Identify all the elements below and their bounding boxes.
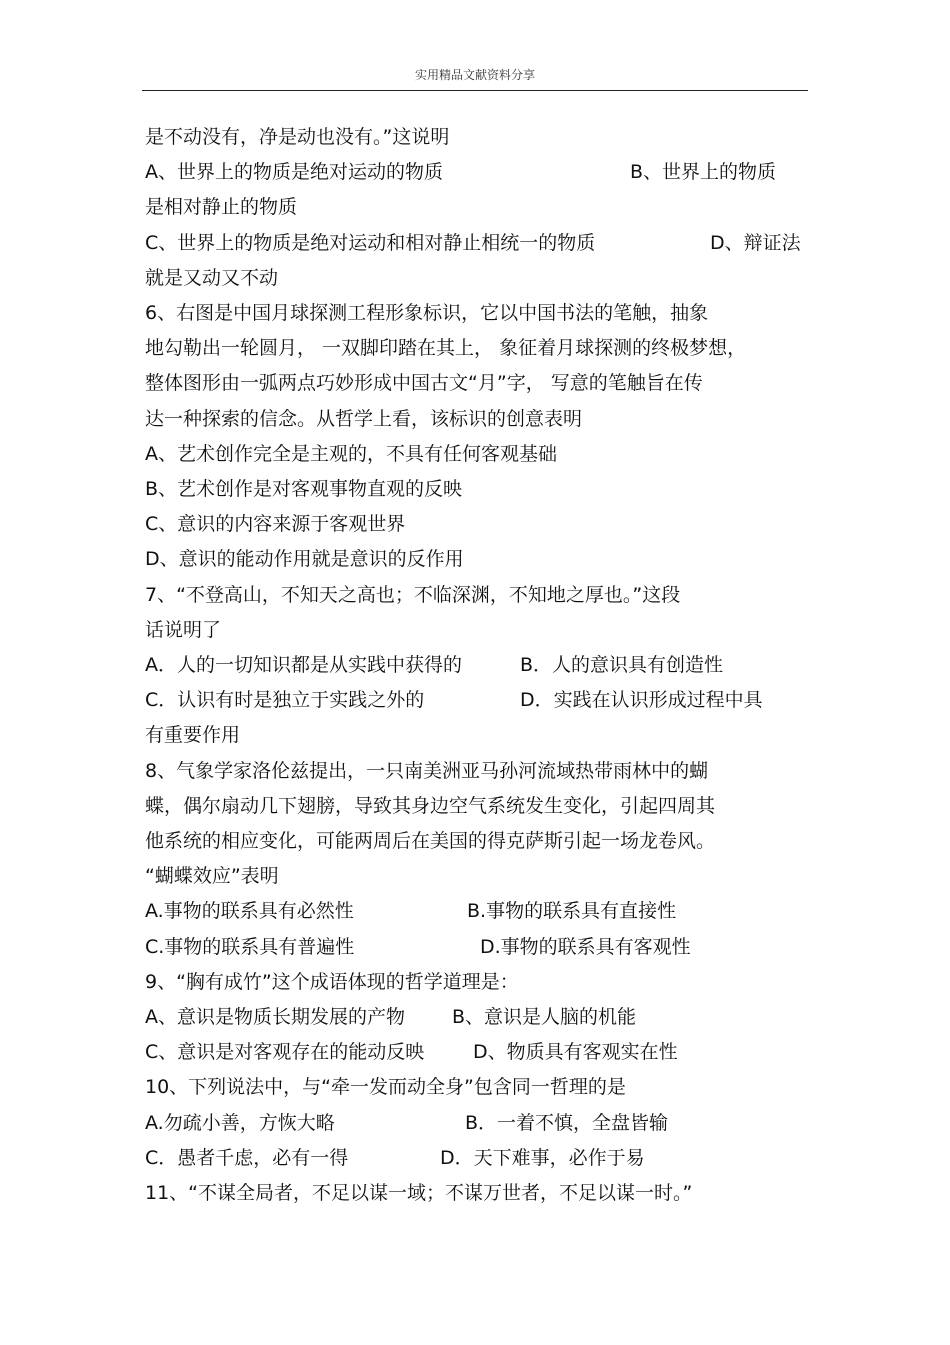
text-line: B．人的意识具有创造性 (520, 654, 724, 676)
text-line: B、世界上的物质 (630, 161, 777, 183)
page-header: 实用精品文献资料分享 (414, 68, 535, 82)
text-line: B．一着不慎，全盘皆输 (465, 1112, 669, 1134)
text-line: B、意识是人脑的机能 (452, 1006, 637, 1028)
text-line: D、意识的能动作用就是意识的反作用 (145, 548, 464, 570)
text-line: 7、“不登高山，不知天之高也；不临深渊，不知地之厚也。”这段 (145, 584, 681, 606)
text-line: 就是又动又不动 (145, 267, 279, 289)
text-line: 有重要作用 (145, 724, 241, 746)
text-line: C.事物的联系具有普遍性 (145, 936, 355, 958)
text-line: 蝶，偶尔扇动几下翅膀，导致其身边空气系统发生变化，引起四周其 (145, 795, 716, 817)
text-line: C．认识有时是独立于实践之外的 (145, 689, 425, 711)
text-line: D、辩证法 (710, 232, 801, 254)
text-line: 地勾勒出一轮圆月， 一双脚印踏在其上， 象征着月球探测的终极梦想， (145, 337, 747, 359)
text-line: C、意识的内容来源于客观世界 (145, 513, 406, 535)
text-line: 9、“胸有成竹”这个成语体现的哲学道理是： (145, 971, 519, 993)
text-line: A、艺术创作完全是主观的，不具有任何客观基础 (145, 443, 557, 465)
text-line: D、物质具有客观实在性 (473, 1041, 678, 1063)
text-line: “蝴蝶效应”表明 (145, 865, 279, 887)
text-line: 是相对静止的物质 (145, 196, 298, 218)
text-line: C、意识是对客观存在的能动反映 (145, 1041, 425, 1063)
text-line: A.勿疏小善，方恢大略 (145, 1112, 335, 1134)
header-divider (142, 90, 808, 91)
text-line: A.事物的联系具有必然性 (145, 900, 354, 922)
text-line: 话说明了 (145, 619, 222, 641)
text-line: A、世界上的物质是绝对运动的物质 (145, 161, 443, 183)
text-line: D.事物的联系具有客观性 (480, 936, 691, 958)
text-line: 6、右图是中国月球探测工程形象标识，它以中国书法的笔触，抽象 (145, 302, 709, 324)
text-line: 达一种探索的信念。从哲学上看，该标识的创意表明 (145, 408, 583, 430)
text-line: 是不动没有，净是动也没有。”这说明 (145, 126, 450, 148)
text-line: 整体图形由一弧两点巧妙形成中国古文“月”字， 写意的笔触旨在传 (145, 372, 703, 394)
text-line: A．人的一切知识都是从实践中获得的 (145, 654, 462, 676)
text-line: B.事物的联系具有直接性 (467, 900, 677, 922)
text-line: C、世界上的物质是绝对运动和相对静止相统一的物质 (145, 232, 596, 254)
text-line: 10、下列说法中，与“牵一发而动全身”包含同一哲理的是 (145, 1076, 626, 1098)
text-line: C．愚者千虑，必有一得 (145, 1147, 349, 1169)
text-line: D．天下难事，必作于易 (440, 1147, 645, 1169)
text-line: A、意识是物质长期发展的产物 (145, 1006, 405, 1028)
text-line: 他系统的相应变化，可能两周后在美国的得克萨斯引起一场龙卷风。 (145, 830, 716, 852)
text-line: D．实践在认识形成过程中具 (520, 689, 763, 711)
text-line: 8、气象学家洛伦兹提出，一只南美洲亚马孙河流域热带雨林中的蝴 (145, 760, 709, 782)
text-line: 11、“不谋全局者，不足以谋一域；不谋万世者，不足以谋一时。” (145, 1182, 693, 1204)
text-line: B、艺术创作是对客观事物直观的反映 (145, 478, 463, 500)
